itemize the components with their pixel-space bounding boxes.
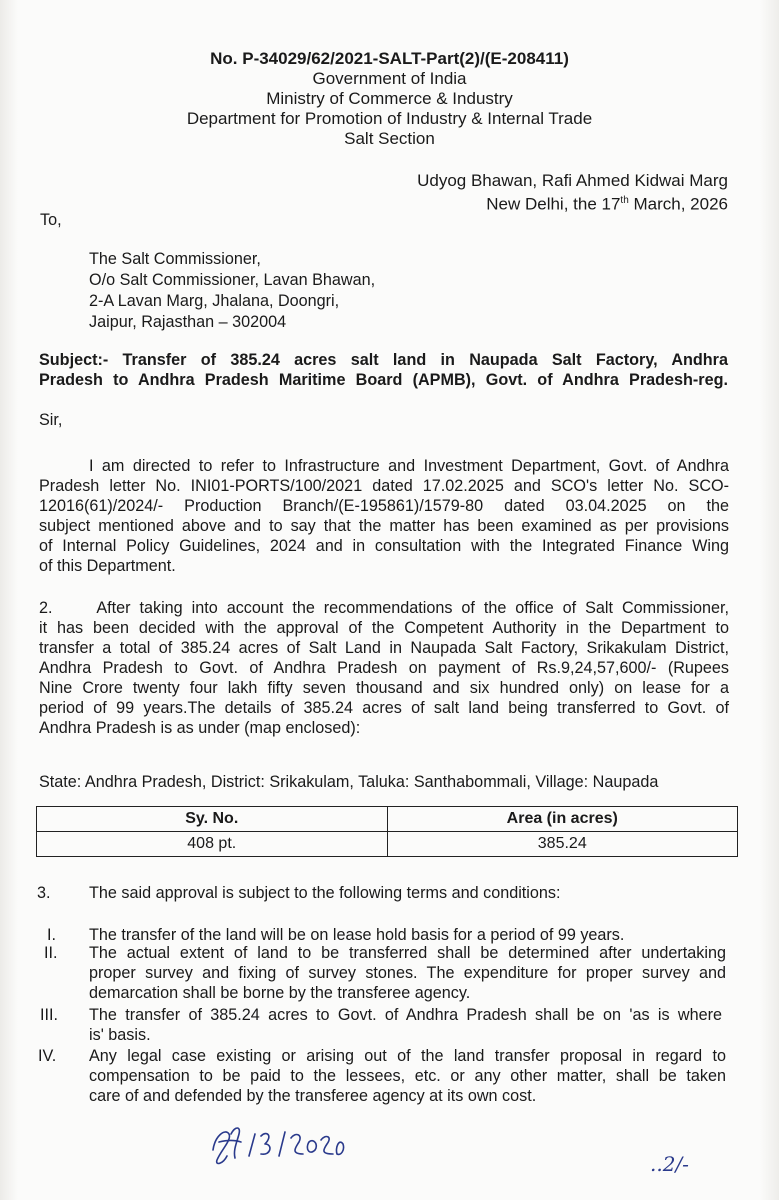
para1-line: 12016(61)/2024/- Production Branch/(E-195861)/1579-80 dated 03.04.2025 on the: [39, 497, 729, 515]
condition-line: care of and defended by the transferee agency at its own cost.: [89, 1087, 537, 1105]
condition-line: proper survey and fixing of survey stones. The expenditure for proper survey and: [89, 964, 726, 982]
table-cell: 385.24: [387, 832, 738, 857]
addressee-line: 2-A Lavan Marg, Jhalana, Doongri,: [89, 292, 340, 310]
para2-line: period of 99 years.The details of 385.24 acres of salt land being transferred to Govt. of: [39, 699, 729, 717]
para3-number: 3.: [37, 884, 51, 902]
signature-scribble-icon: [205, 1120, 345, 1170]
page-marker: ..2/-: [650, 1152, 689, 1176]
para3-text: The said approval is subject to the following terms and conditions:: [89, 884, 561, 902]
para2-line: Nine Crore twenty four lakh fifty seven thousand and six hundred only) on lease for a: [39, 679, 729, 697]
para2-line: 2. After taking into account the recommendations of the office of Salt Commissioner,: [39, 599, 729, 617]
subject-line: Pradesh to Andhra Pradesh Maritime Board (APMB), Govt. of Andhra Pradesh-reg.: [39, 371, 728, 389]
addressee-line: The Salt Commissioner,: [89, 250, 261, 268]
letter-date: [486, 190, 728, 215]
condition-line: The actual extent of land to be transferred shall be determined after undertaking: [89, 944, 726, 962]
para1-line: I am directed to refer to Infrastructure and Investment Department, Govt. of Andhra: [89, 457, 729, 475]
table-header-cell: Sy. No.: [37, 807, 388, 832]
to-label: To,: [40, 211, 62, 229]
subject-line: Subject:- Transfer of 385.24 acres salt land in Naupada Salt Factory, Andhra: [39, 351, 728, 369]
office-address: Udyog Bhawan, Rafi Ahmed Kidwai Marg: [417, 171, 728, 190]
para1-line: of Internal Policy Guidelines, 2024 and in consultation with the Integrated Finance Wing: [39, 537, 729, 555]
condition-line: demarcation shall be borne by the transferee agency.: [89, 984, 471, 1002]
header-department: Department for Promotion of Industry & Internal Trade: [186, 109, 593, 128]
condition-line: compensation to be paid to the lessees, etc. or any other matter, shall be taken: [89, 1067, 726, 1085]
para1-line: subject mentioned above and to say that the matter has been examined as per provisions: [39, 517, 729, 535]
para2-line: it has been decided with the approval of the Competent Authority in the Department to: [39, 619, 729, 637]
table-cell: 408 pt.: [37, 832, 388, 857]
condition-line: The transfer of 385.24 acres to Govt. of Andhra Pradesh shall be on 'as is where: [89, 1006, 722, 1024]
para2-line: Andhra Pradesh is as under (map enclosed):: [39, 719, 361, 737]
para2-line: transfer a total of 385.24 acres of Salt Land in Naupada Salt Factory, Srikakulam District,: [39, 639, 729, 657]
file-number: No. P-34029/62/2021-SALT-Part(2)/(E-208411): [210, 49, 569, 68]
addressee-line: O/o Salt Commissioner, Lavan Bhawan,: [89, 271, 376, 289]
condition-number: II.: [44, 944, 58, 962]
table-header-row: [37, 807, 738, 832]
condition-number: I.: [47, 926, 56, 944]
date-prefix: New Delhi, the 17: [486, 194, 621, 214]
land-details-table: [36, 806, 738, 857]
para1-line: of this Department.: [39, 557, 176, 575]
addressee-line: Jaipur, Rajasthan – 302004: [89, 313, 287, 331]
table-row: [37, 832, 738, 857]
date-superscript: th: [620, 195, 629, 206]
header-section: Salt Section: [344, 129, 435, 148]
location-line: State: Andhra Pradesh, District: Srikakulam, Taluka: Santhabommali, Village: Naupada: [39, 773, 659, 791]
salutation: Sir,: [39, 411, 63, 429]
para2-line: Andhra Pradesh to Govt. of Andhra Pradesh on payment of Rs.9,24,57,600/- (Rupees: [39, 659, 729, 677]
date-suffix: March, 2026: [628, 194, 728, 214]
condition-line: Any legal case existing or arising out of the land transfer proposal in regard to: [89, 1047, 726, 1065]
condition-line: is' basis.: [89, 1026, 151, 1044]
condition-line: The transfer of the land will be on lease hold basis for a period of 99 years.: [89, 926, 625, 944]
header-government: Government of India: [312, 69, 467, 88]
handwritten-signature: [205, 1120, 345, 1170]
para1-line: Pradesh letter No. INI01-PORTS/100/2021 dated 17.02.2025 and SCO's letter No. SCO-: [39, 477, 729, 495]
table-header-cell: Area (in acres): [387, 807, 738, 832]
condition-number: IV.: [38, 1047, 57, 1065]
header-ministry: Ministry of Commerce & Industry: [266, 89, 513, 108]
condition-number: III.: [40, 1006, 58, 1024]
